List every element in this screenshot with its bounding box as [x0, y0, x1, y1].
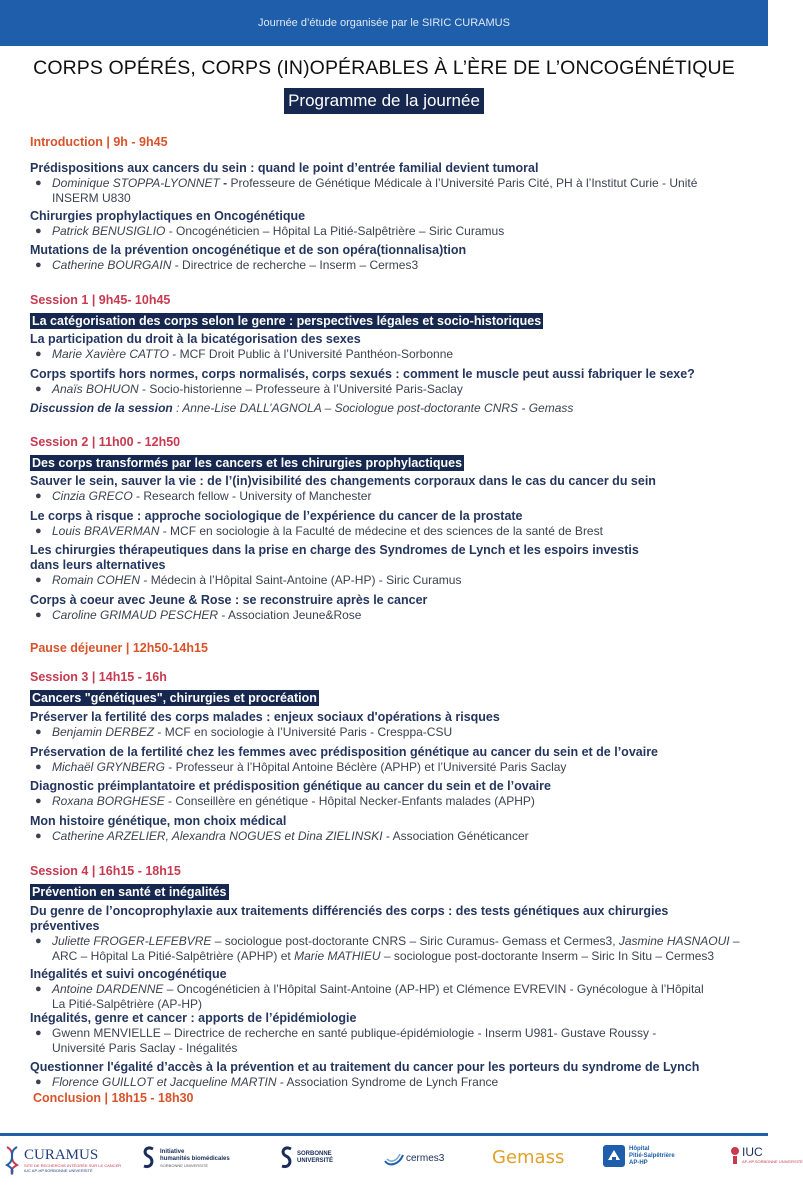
bullet-icon: ● [35, 490, 42, 502]
speaker-line [30, 382, 758, 397]
bullet-icon: ● [35, 829, 42, 842]
session4-theme: Prévention en santé et inégalités [32, 885, 227, 899]
speaker-affiliation: - Research fellow - University of Manchester [132, 489, 372, 503]
bullet-icon: ● [35, 382, 42, 395]
footer-divider [0, 1133, 768, 1136]
speaker-affiliation: Professeure de Génétique Médicale à l’Université Paris Cité, PH à l’Institut Curie - Unité [230, 176, 698, 190]
gemass-logo: Gemass [492, 1147, 565, 1168]
bullet-icon: ● [35, 1076, 42, 1088]
speaker-name: Benjamin DERBEZ [52, 725, 155, 739]
speaker-affiliation: INSERM U830 [52, 190, 131, 205]
iuc-icon [730, 1145, 740, 1165]
talk-title: Chirurgies prophylactiques en Oncogénétique [30, 209, 306, 223]
session3-theme: Cancers "génétiques", chirurgies et procréation [32, 691, 317, 705]
speaker-affiliation: - Directrice de recherche – Inserm – Cermes3 [171, 257, 419, 272]
speaker-line: ● Dominique STOPPA-LYONNET - Professeure de Génétique Médicale à l’Université Paris Cité, PH à l’Institut Curie - Unité INSERM U830 [35, 176, 698, 205]
speaker-name: Catherine ARZELIER, Alexandra NOGUES et Dina ZIELINSKI [52, 828, 383, 843]
bullet-icon: ● [35, 225, 42, 237]
discussion-label: Discussion de la session [30, 401, 173, 415]
speaker-line: ● Gwenn MENVIELLE – Directrice de recherche en santé publique-épidémiologie - Inserm U981- Gustave Roussy - Université Paris Saclay - Inégalités [35, 1026, 657, 1055]
session1-theme: La catégorisation des corps selon le genre : perspectives légales et socio-historiques [32, 314, 542, 328]
subtitle-wrapper [0, 88, 768, 114]
speaker-affiliation: - Médecin à l’Hôpital Saint-Antoine (AP-HP) - Siric Curamus [140, 573, 462, 587]
banner-text: Journée d’étude organisée par le SIRIC CURAMUS [258, 17, 510, 29]
speaker-name: Jasmine HASNAOUI [618, 934, 730, 948]
bullet-icon: ● [35, 726, 42, 738]
session1-heading: Session 1 | 9h45- 10h45 [30, 293, 171, 307]
session3-heading: Session 3 | 14h15 - 16h [30, 670, 167, 684]
speaker-affiliation: - Association Généticancer [382, 828, 529, 843]
speaker-line [30, 224, 758, 239]
sorbonne-s-icon [280, 1145, 294, 1171]
session2-theme: Des corps transformés par les cancers et les chirurgies prophylactiques [32, 456, 463, 470]
page-subtitle: Programme de la journée [284, 88, 484, 114]
speaker-affiliation: - Professeur à l’Hôpital Antoine Béclère (APHP) et l’Université Paris Saclay [164, 759, 567, 774]
speaker-affiliation: - Association Jeune&Rose [218, 607, 362, 622]
bullet-icon: ● [35, 795, 42, 807]
speaker-name: Marie Xavière CATTO [52, 347, 169, 361]
talk-title: Mon histoire génétique, mon choix médical [30, 813, 287, 828]
session2-heading: Session 2 | 11h00 - 12h50 [30, 435, 181, 449]
speaker-affiliation: - MCF Droit Public à l’Université Panthéon-Sorbonne [168, 347, 454, 361]
speaker-name: Florence GUILLOT et Jacqueline MARTIN [52, 1075, 277, 1089]
speaker-line [30, 794, 758, 809]
talk-title: Questionner l'égalité d’accès à la prévention et au traitement du cancer pour les porteurs du syndrome de Lynch [30, 1060, 700, 1074]
talk-title: Inégalités et suivi oncogénétique [30, 967, 227, 981]
intro-heading: Introduction | 9h - 9h45 [30, 135, 168, 149]
speaker-line [30, 258, 758, 273]
bullet-icon: ● [35, 574, 42, 586]
speaker-line: ● Antoine DARDENNE – Oncogénéticien à l’Hôpital Saint-Antoine (AP-HP) et Clémence EVREVIN - Gynécologue à l’Hôpital La Pitié-Salpêtrière (AP-HP) [35, 982, 704, 1011]
speaker-affiliation: - Oncogénéticien – Hôpital La Pitié-Salpêtrière – Siric Curamus [165, 224, 505, 238]
talk-title: Le corps à risque : approche sociologique de l’expérience du cancer de la prostate [30, 508, 523, 523]
top-banner [0, 0, 768, 46]
speaker-affiliation: - MCF en sociologie à la Faculté de médecine et des sciences de la santé de Brest [159, 523, 603, 538]
speaker-name: Louis BRAVERMAN [52, 523, 160, 538]
talk-title: Inégalités, genre et cancer : apports de l’épidémiologie [30, 1011, 357, 1025]
talk-title: Prédispositions aux cancers du sein : quand le point d’entrée familial devient tumoral [30, 161, 539, 175]
bullet-icon: ● [35, 177, 42, 189]
speaker-affiliation: - Socio-historienne – Professeure à l’Université Paris-Saclay [138, 381, 463, 396]
speaker-line [30, 489, 758, 504]
speaker-line [30, 524, 758, 539]
ihb-logo: Initiative humanités biomédicales SORBONNE UNIVERSITÉ [142, 1145, 230, 1171]
bullet-icon: ● [35, 760, 42, 773]
speaker-affiliation: - MCF en sociologie à l’Université Paris - Cresppa-CSU [154, 725, 453, 739]
session4-heading: Session 4 | 16h15 - 18h15 [30, 864, 181, 878]
programme [30, 134, 758, 1107]
speaker-name: Caroline GRIMAUD PESCHER [52, 607, 219, 622]
speaker-name: Patrick BENUSIGLIO [52, 224, 166, 238]
talk-title: Préserver la fertilité des corps malades : enjeux sociaux d'opérations à risques [30, 710, 500, 724]
bullet-icon: ● [35, 348, 42, 360]
talk-title: Mutations de la prévention oncogénétique et de son opéra(tionnalisa)tion [30, 242, 467, 257]
sorbonne-s-icon [142, 1145, 156, 1171]
session1-discussion [30, 401, 758, 416]
conclusion-heading: Conclusion | 18h15 - 18h30 [33, 1090, 194, 1105]
speaker-line [30, 573, 758, 588]
speaker-name: Roxana BORGHESE [52, 794, 165, 808]
speaker-line [30, 608, 758, 623]
bullet-icon: ● [35, 258, 42, 271]
aphp-icon [603, 1145, 625, 1167]
bullet-icon: ● [35, 524, 42, 537]
talk-title: Préservation de la fertilité chez les femmes avec prédisposition génétique au cancer du sein et de l’ovaire [30, 744, 659, 759]
speaker-line: ● Juliette FROGER-LEFEBVRE – sociologue post-doctorante CNRS – Siric Curamus- Gemass et Cermes3, Jasmine HASNAOUI – ARC – Hôpital La Pitié-Salpêtrière (APHP) et Marie MATHIEU – sociologue post-doctorante Inserm – Siric In Situ – Cermes3 [35, 934, 740, 963]
cermes3-logo: cermes3 [383, 1149, 444, 1167]
speaker-name: Michaël GRYNBERG [52, 759, 165, 774]
cermes3-swoosh-icon [383, 1149, 405, 1167]
bullet-icon: ● [35, 1027, 42, 1039]
page-title: CORPS OPÉRÉS, CORPS (IN)OPÉRABLES À L’ÈRE DE L’ONCOGÉNÉTIQUE [33, 57, 735, 79]
speaker-line [30, 760, 758, 775]
talk-title: Corps à coeur avec Jeune & Rose : se reconstruire après le cancer [30, 592, 428, 607]
talk-title: Les chirurgies thérapeutiques dans la prise en charge des Syndromes de Lynch et les espoirs investis dans leurs alternatives [30, 543, 639, 572]
sorbonne-logo: SORBONNE UNIVERSITÉ [280, 1145, 333, 1171]
lunch-heading: Pause déjeuner | 12h50-14h15 [30, 641, 208, 655]
speaker-name: Cinzia GRECO [52, 489, 133, 503]
talk-title: Corps sportifs hors normes, corps normalisés, corps sexués : comment le muscle peut aussi fabriquer le sexe? [30, 366, 695, 381]
bullet-icon: ● [35, 608, 42, 621]
curamus-logo: CURAMUS SITE DE RECHERCHE INTÉGRÉE SUR LE CANCER IUC AP-HP.SORBONNE UNIVERSITÉ [2, 1145, 121, 1175]
speaker-name: Anaïs BOHUON [52, 381, 139, 396]
curamus-helix-icon [2, 1145, 22, 1175]
speaker-line [30, 347, 758, 362]
talk-title: Diagnostic préimplantatoire et prédisposition génétique au cancer du sein et de l’ovaire [30, 779, 551, 793]
speaker-name: Romain COHEN [52, 573, 141, 587]
speaker-affiliation: - Conseillère en génétique - Hôpital Necker-Enfants malades (APHP) [164, 794, 535, 808]
speaker-affiliation: - Association Syndrome de Lynch France [276, 1075, 499, 1089]
talk-title: Sauver le sein, sauver la vie : de l’(in)visibilité des changements corporaux dans le cas du cancer du sein [30, 474, 656, 488]
speaker-name: Catherine BOURGAIN [52, 257, 172, 272]
iuc-logo: IUC AP-HP.SORBONNE UNIVERSITÉ [730, 1145, 803, 1165]
speaker-line [30, 725, 758, 740]
bullet-icon: ● [35, 935, 42, 947]
speaker-name: Juliette FROGER-LEFEBVRE [52, 934, 212, 948]
speaker-name: Dominique STOPPA-LYONNET [52, 176, 220, 190]
talk-title: La participation du droit à la bicatégorisation des sexes [30, 332, 361, 346]
speaker-name: Antoine DARDENNE [52, 982, 164, 996]
partner-logos [0, 1141, 803, 1185]
speaker-name: Marie MATHIEU [294, 948, 381, 963]
speaker-line [30, 829, 758, 844]
discussion-text: : Anne-Lise DALL’AGNOLA – Sociologue post-doctorante CNRS - Gemass [172, 401, 574, 415]
bullet-icon: ● [35, 983, 42, 995]
speaker-line [30, 1075, 758, 1090]
hopital-logo: Hôpital Pitié-Salpêtrière AP-HP [603, 1145, 675, 1167]
talk-title: Du genre de l’oncoprophylaxie aux traitements différenciés des corps : des tests génétiques aux chirurgies préventives [30, 904, 669, 933]
